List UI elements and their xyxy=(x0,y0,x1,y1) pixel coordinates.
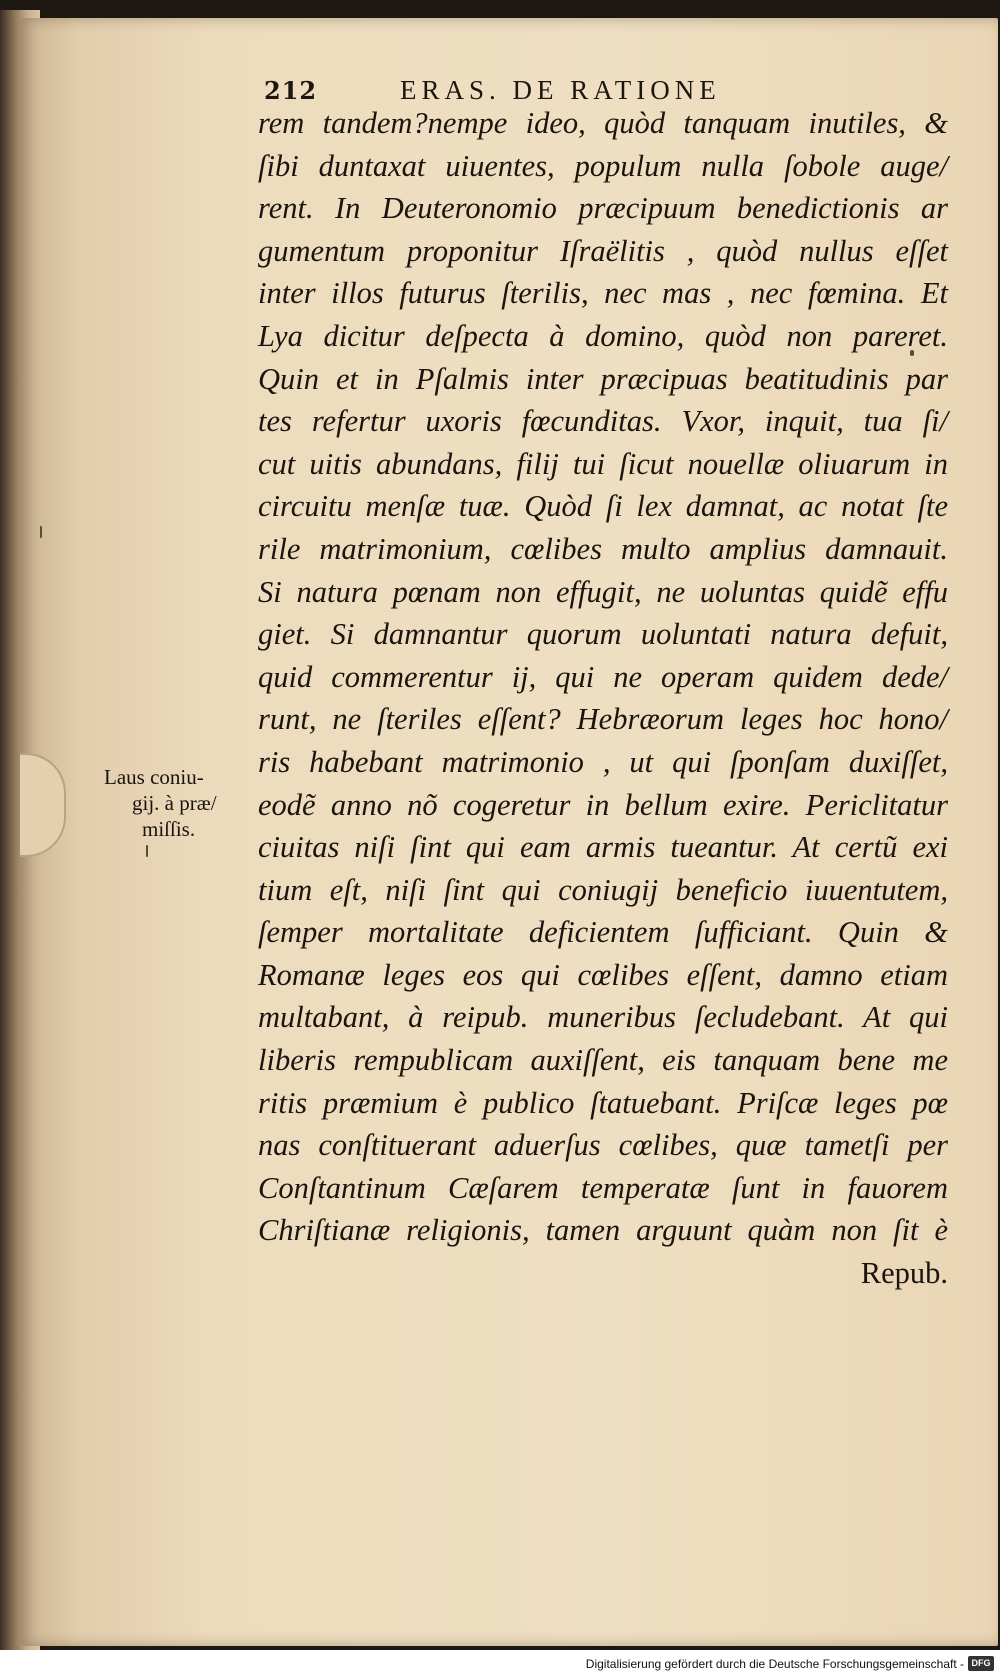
margin-note-line: Laus coniu- xyxy=(104,765,204,789)
text-line: giet. Si damnantur quorum uoluntati natura defuit, xyxy=(258,617,948,652)
text-line: Si natura pœnam non effugit, ne uoluntas quidẽ effu xyxy=(258,574,948,609)
text-line: runt, ne ſteriles eſſent? Hebræorum leges hoc hono/ xyxy=(258,702,948,737)
body-text xyxy=(258,102,948,1295)
ink-speck xyxy=(146,845,148,857)
text-line: circuitu menſæ tuæ. Quòd ſi lex damnat, ac notat ſte xyxy=(258,489,948,524)
text-line: quid commerentur ij, qui ne operam quidem dede/ xyxy=(258,659,948,694)
text-line: ſibi duntaxat uiuentes, populum nulla ſobole auge/ xyxy=(258,148,948,183)
page-number: 212 xyxy=(264,76,318,105)
text-line: rem tandem?nempe ideo, quòd tanquam inutiles, & xyxy=(258,106,948,140)
text-line: nas conſtituerant aduerſus cœlibes, quæ tametſi per xyxy=(258,1128,948,1163)
text-line: Lya dicitur deſpecta à domino, quòd non pareret. xyxy=(258,318,948,353)
ink-speck xyxy=(40,526,42,538)
text-line: Quin et in Pſalmis inter præcipuas beatitudinis par xyxy=(258,361,948,396)
text-line: Conſtantinum Cæſarem temperatæ ſunt in fauorem xyxy=(258,1170,948,1205)
text-line: tium eſt, niſi ſint qui coniugij beneficio iuuentutem, xyxy=(258,872,948,907)
text-line: ſemper mortalitate deficientem ſufficiant. Quin & xyxy=(258,915,948,950)
margin-note-line: gij. à præ/ xyxy=(132,791,217,815)
digitization-footer xyxy=(0,1650,1000,1680)
text-line: tes refertur uxoris fœcunditas. Vxor, inquit, tua ſi/ xyxy=(258,404,948,439)
page-tab-marker xyxy=(20,753,66,857)
margin-note-line: miſſis. xyxy=(142,817,196,841)
margin-note xyxy=(104,764,244,842)
text-line: rile matrimonium, cœlibes multo amplius damnauit. xyxy=(258,531,948,566)
text-line: ciuitas niſi ſint qui eam armis tueantur. At certũ exi xyxy=(258,830,948,865)
running-title: ERAS. DE RATIONE xyxy=(400,75,721,105)
text-line: rent. In Deuteronomio præcipuum benedictionis ar xyxy=(258,191,948,226)
footer-credit: Digitalisierung gefördert durch die Deutsche Forschungsgemeinschaft - xyxy=(585,1657,964,1671)
dfg-logo-icon: DFG xyxy=(968,1656,994,1671)
text-line: ris habebant matrimonio , ut qui ſponſam duxiſſet, xyxy=(258,744,948,779)
text-line: ritis præmium è publico ſtatuebant. Priſcæ leges pœ xyxy=(258,1085,948,1120)
text-line: liberis rempublicam auxiſſent, eis tanquam bene me xyxy=(258,1043,948,1078)
text-line: Chriſtianæ religionis, tamen arguunt quàm non ſit è xyxy=(258,1213,948,1248)
catchword: Repub. xyxy=(860,1256,948,1291)
text-line: gumentum proponitur Iſraëlitis , quòd nullus eſſet xyxy=(258,233,948,268)
text-line: Romanæ leges eos qui cœlibes eſſent, damno etiam xyxy=(258,957,948,992)
text-line: cut uitis abundans, filij tui ſicut nouellæ oliuarum in xyxy=(258,446,948,481)
text-line: multabant, à reipub. muneribus ſecludebant. At qui xyxy=(258,1000,948,1035)
text-line: eodẽ anno nõ cogeretur in bellum exire. Periclitatur xyxy=(258,787,948,822)
text-line: inter illos futurus ſterilis, nec mas , nec fœmina. Et xyxy=(258,276,948,311)
